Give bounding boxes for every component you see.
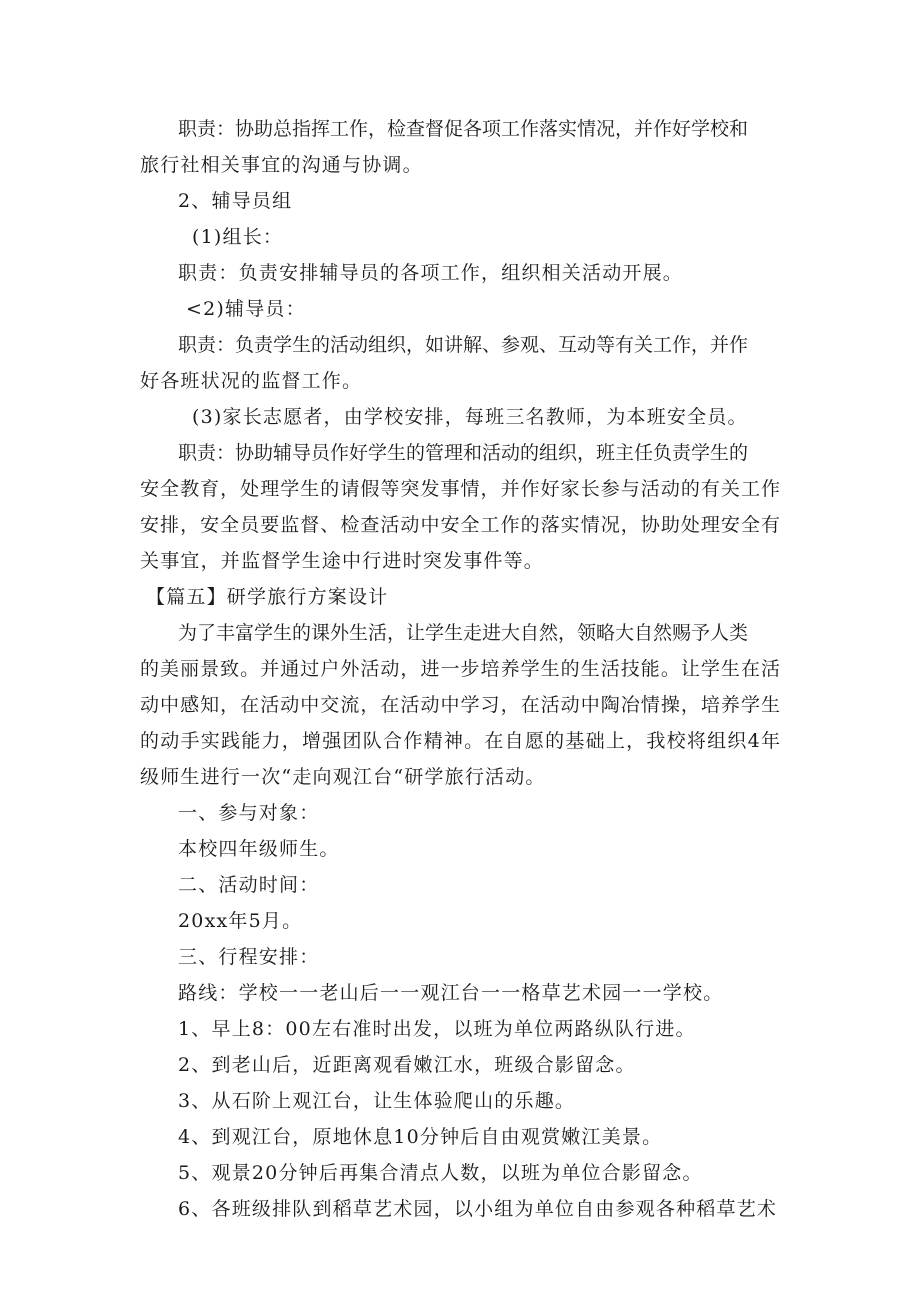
paragraph-line: 动中感知，在活动中交流，在活动中学习，在活动中陶冶情操，培养学生 <box>140 694 780 716</box>
paragraph-line: 好各班状况的监督工作。 <box>140 370 363 392</box>
paragraph-line: 20xx年5月。 <box>178 910 303 932</box>
paragraph-line: 旅行社相关事宜的沟通与协调。 <box>140 154 423 176</box>
paragraph-line: 职责：负责安排辅导员的各项工作，组织相关活动开展。 <box>178 262 684 284</box>
list-item: 1、早上8：00左右准时出发，以班为单位两路纵队行进。 <box>178 1018 696 1040</box>
paragraph-line: 关事宜，并监督学生途中行进时突发事件等。 <box>140 550 545 572</box>
section-heading: 二、活动时间： <box>178 874 320 896</box>
paragraph-line: 职责：负责学生的活动组织，如讲解、参观、互动等有关工作，并作 <box>178 334 749 356</box>
paragraph-line: 路线：学校一一老山后一一观江台一一格草艺术园一一学校。 <box>178 982 724 1004</box>
section-title: 【篇五】研学旅行方案设计 <box>146 586 389 608</box>
paragraph-line: 的动手实践能力，增强团队合作精神。在自愿的基础上，我校将组织4年 <box>140 730 780 752</box>
list-item: 2、到老山后，近距离观看嫩江水，班级合影留念。 <box>178 1054 636 1076</box>
paragraph-line: (1)组长： <box>192 226 284 248</box>
paragraph-line: (3)家长志愿者，由学校安排，每班三名教师，为本班安全员。 <box>192 406 748 428</box>
paragraph-line: 安排，安全员要监督、检查活动中安全工作的落实情况，协助处理安全有 <box>140 514 780 536</box>
section-heading: 2、辅导员组 <box>178 190 293 212</box>
section-heading: 一、参与对象： <box>178 802 320 824</box>
paragraph-line: 安全教育，处理学生的请假等突发事情，并作好家长参与活动的有关工作 <box>140 478 780 500</box>
section-heading: 三、行程安排： <box>178 946 320 968</box>
list-item: 6、各班级排队到稻草艺术园，以小组为单位自由参观各种稻草艺术 <box>178 1198 778 1220</box>
list-item: 5、观景20分钟后再集合清点人数，以班为单位合影留念。 <box>178 1162 703 1184</box>
paragraph-line: 职责：协助辅导员作好学生的管理和活动的组织，班主任负责学生的 <box>178 442 749 464</box>
list-item: 3、从石阶上观江台，让生体验爬山的乐趣。 <box>178 1090 576 1112</box>
paragraph-line: <2)辅导员： <box>186 298 306 320</box>
list-item: 4、到观江台，原地休息10分钟后自由观赏嫩江美景。 <box>178 1126 663 1148</box>
paragraph-line: 本校四年级师生。 <box>178 838 340 860</box>
paragraph-line: 为了丰富学生的课外生活，让学生走进大自然，领略大自然赐予人类 <box>178 622 749 644</box>
paragraph-line: 的美丽景致。并通过户外活动，进一步培养学生的生活技能。让学生在活 <box>140 658 780 680</box>
paragraph-line: 职责：协助总指挥工作，检查督促各项工作落实情况，并作好学校和 <box>178 118 749 140</box>
paragraph-line: 级师生进行一次“走向观江台“研学旅行活动。 <box>140 766 546 788</box>
